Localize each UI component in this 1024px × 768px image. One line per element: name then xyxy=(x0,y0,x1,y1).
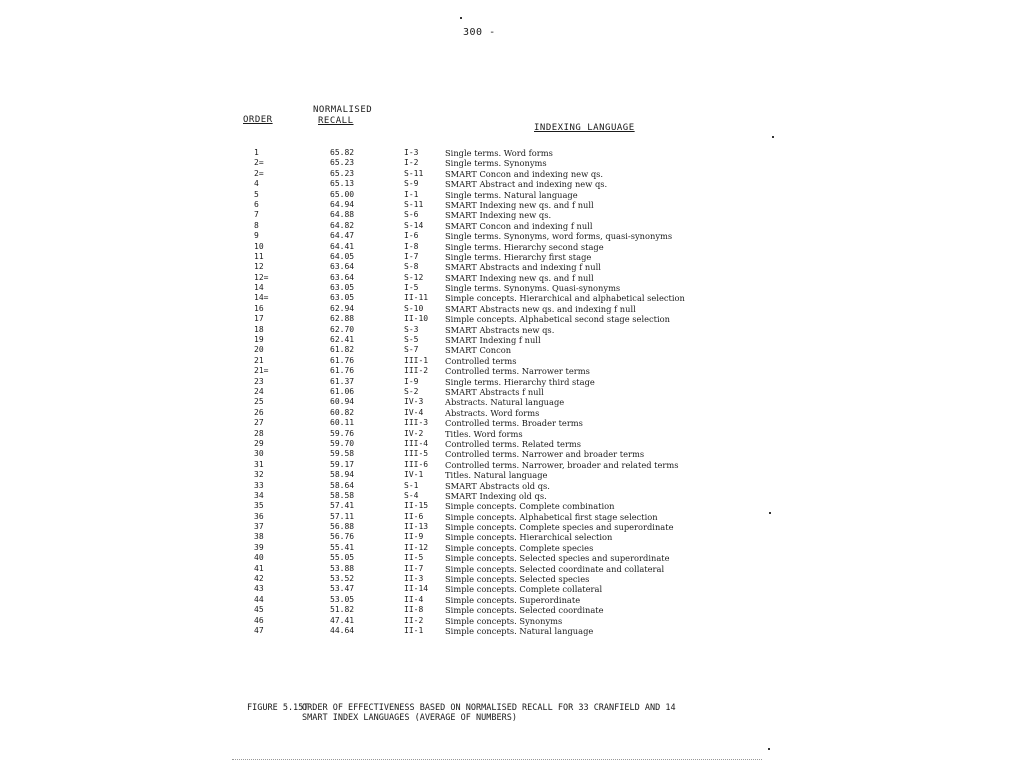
table-row xyxy=(244,418,744,428)
language-code-cell: S-11 xyxy=(404,168,424,178)
language-description-cell: Single terms. Word forms xyxy=(445,148,553,158)
language-description-cell: SMART Abstracts new qs. and indexing f null xyxy=(445,303,636,314)
order-cell: 14= xyxy=(254,293,269,303)
recall-cell: 64.05 xyxy=(330,251,355,261)
language-description-cell: Simple concepts. Synonyms xyxy=(445,615,563,626)
order-cell: 7 xyxy=(254,210,259,220)
column-header-recall-line2: RECALL xyxy=(318,116,354,126)
language-code-cell: III-2 xyxy=(404,366,429,376)
language-description-cell: SMART Abstracts and indexing f null xyxy=(445,262,601,273)
language-description-cell: Simple concepts. Hierarchical and alphabetical selection xyxy=(445,293,685,304)
language-code-cell: IV-4 xyxy=(404,407,424,417)
results-table xyxy=(244,148,744,636)
recall-cell: 53.88 xyxy=(330,563,355,573)
table-row xyxy=(244,481,744,491)
recall-cell: 63.05 xyxy=(330,293,355,303)
recall-cell: 58.94 xyxy=(330,470,355,480)
order-cell: 43 xyxy=(254,584,264,594)
table-row xyxy=(244,460,744,470)
scan-speck xyxy=(769,512,771,514)
language-description-cell: SMART Indexing new qs. and f null xyxy=(445,272,594,283)
language-code-cell: S-7 xyxy=(404,345,419,355)
table-row xyxy=(244,169,744,179)
table-row xyxy=(244,231,744,241)
recall-cell: 59.58 xyxy=(330,449,355,459)
order-cell: 29 xyxy=(254,438,264,448)
order-cell: 4 xyxy=(254,179,259,189)
order-cell: 24 xyxy=(254,386,264,396)
figure-caption-text: ORDER OF EFFECTIVENESS BASED ON NORMALISED RECALL FOR 33 CRANFIELD AND 14 SMART INDEX LANGUAGES (AVERAGE OF NUMBERS) xyxy=(302,703,676,723)
table-row xyxy=(244,595,744,605)
table-row xyxy=(244,439,744,449)
recall-cell: 65.00 xyxy=(330,189,355,199)
table-row xyxy=(244,522,744,532)
column-header-order: ORDER xyxy=(243,115,273,125)
order-cell: 21 xyxy=(254,355,264,365)
scan-speck xyxy=(460,17,462,19)
recall-cell: 59.17 xyxy=(330,459,355,469)
order-cell: 21= xyxy=(254,366,269,376)
table-row xyxy=(244,429,744,439)
recall-cell: 51.82 xyxy=(330,605,355,615)
recall-cell: 64.82 xyxy=(330,220,355,230)
table-row xyxy=(244,584,744,594)
table-row xyxy=(244,221,744,231)
table-row xyxy=(244,242,744,252)
order-cell: 32 xyxy=(254,470,264,480)
table-row xyxy=(244,532,744,542)
table-row xyxy=(244,179,744,189)
language-code-cell: S-12 xyxy=(404,272,424,282)
order-cell: 11 xyxy=(254,251,264,261)
language-description-cell: Single terms. Natural language xyxy=(445,189,578,200)
language-description-cell: Simple concepts. Hierarchical selection xyxy=(445,532,613,543)
language-description-cell: SMART Abstract and indexing new qs. xyxy=(445,179,608,190)
column-header-recall-line1: NORMALISED xyxy=(313,105,373,115)
table-row xyxy=(244,366,744,376)
table-row xyxy=(244,564,744,574)
table-row xyxy=(244,345,744,355)
table-row xyxy=(244,449,744,459)
table-row xyxy=(244,210,744,220)
recall-cell: 62.70 xyxy=(330,324,355,334)
language-description-cell: SMART Concon xyxy=(445,345,512,356)
order-cell: 6 xyxy=(254,199,259,209)
order-cell: 14 xyxy=(254,283,264,293)
language-code-cell: S-2 xyxy=(404,386,419,396)
recall-cell: 61.82 xyxy=(330,345,355,355)
recall-cell: 62.41 xyxy=(330,335,355,345)
table-row xyxy=(244,190,744,200)
recall-cell: 64.41 xyxy=(330,241,355,251)
language-description-cell: Titles. Word forms xyxy=(445,428,523,439)
language-code-cell: III-6 xyxy=(404,459,429,469)
order-cell: 36 xyxy=(254,511,264,521)
language-description-cell: Simple concepts. Alphabetical second stage selection xyxy=(445,314,670,325)
recall-cell: 64.88 xyxy=(330,210,355,220)
table-row xyxy=(244,616,744,626)
language-code-cell: S-10 xyxy=(404,303,424,313)
language-code-cell: II-3 xyxy=(404,574,424,584)
language-description-cell: Simple concepts. Alphabetical first stage selection xyxy=(445,511,658,522)
language-description-cell: Simple concepts. Complete species xyxy=(445,542,594,553)
language-description-cell: Single terms. Synonyms xyxy=(445,158,547,169)
language-description-cell: SMART Indexing new qs. xyxy=(445,210,552,221)
table-row xyxy=(244,553,744,563)
recall-cell: 62.94 xyxy=(330,303,355,313)
order-cell: 16 xyxy=(254,303,264,313)
language-description-cell: SMART Abstracts new qs. xyxy=(445,324,555,335)
order-cell: 31 xyxy=(254,459,264,469)
order-cell: 2= xyxy=(254,168,264,178)
recall-cell: 59.70 xyxy=(330,438,355,448)
recall-cell: 62.88 xyxy=(330,314,355,324)
language-description-cell: Simple concepts. Selected coordinate xyxy=(445,605,604,616)
recall-cell: 53.05 xyxy=(330,594,355,604)
recall-cell: 58.58 xyxy=(330,490,355,500)
language-code-cell: II-7 xyxy=(404,563,424,573)
table-row xyxy=(244,262,744,272)
language-description-cell: Controlled terms. Narrower, broader and related terms xyxy=(445,459,679,470)
language-code-cell: II-1 xyxy=(404,625,424,635)
language-code-cell: S-5 xyxy=(404,335,419,345)
recall-cell: 58.64 xyxy=(330,480,355,490)
language-description-cell: Single terms. Hierarchy second stage xyxy=(445,241,604,252)
language-description-cell: Single terms. Synonyms, word forms, quasi-synonyms xyxy=(445,231,673,242)
page-number: 300 - xyxy=(463,27,496,38)
table-row xyxy=(244,158,744,168)
language-description-cell: SMART Abstracts old qs. xyxy=(445,480,550,491)
language-description-cell: Controlled terms. Broader terms xyxy=(445,418,583,429)
language-code-cell: III-4 xyxy=(404,438,429,448)
language-code-cell: I-5 xyxy=(404,283,419,293)
recall-cell: 44.64 xyxy=(330,625,355,635)
language-code-cell: II-10 xyxy=(404,314,429,324)
recall-cell: 47.41 xyxy=(330,615,355,625)
language-code-cell: I-1 xyxy=(404,189,419,199)
language-code-cell: I-9 xyxy=(404,376,419,386)
order-cell: 25 xyxy=(254,397,264,407)
order-cell: 1 xyxy=(254,148,259,157)
order-cell: 40 xyxy=(254,553,264,563)
table-row xyxy=(244,283,744,293)
language-code-cell: S-9 xyxy=(404,179,419,189)
order-cell: 5 xyxy=(254,189,259,199)
recall-cell: 61.76 xyxy=(330,355,355,365)
recall-cell: 65.23 xyxy=(330,168,355,178)
language-code-cell: III-1 xyxy=(404,355,429,365)
order-cell: 10 xyxy=(254,241,264,251)
language-description-cell: Simple concepts. Complete combination xyxy=(445,501,615,512)
table-row xyxy=(244,148,744,158)
table-row xyxy=(244,397,744,407)
language-description-cell: Single terms. Hierarchy third stage xyxy=(445,376,595,387)
language-code-cell: III-5 xyxy=(404,449,429,459)
language-code-cell: I-7 xyxy=(404,251,419,261)
recall-cell: 60.94 xyxy=(330,397,355,407)
language-description-cell: Abstracts. Natural language xyxy=(445,397,565,408)
recall-cell: 63.05 xyxy=(330,283,355,293)
recall-cell: 63.64 xyxy=(330,262,355,272)
language-code-cell: S-11 xyxy=(404,199,424,209)
table-row xyxy=(244,314,744,324)
table-row xyxy=(244,273,744,283)
table-row xyxy=(244,491,744,501)
recall-cell: 63.64 xyxy=(330,272,355,282)
recall-cell: 59.76 xyxy=(330,428,355,438)
table-row xyxy=(244,325,744,335)
figure-label: FIGURE 5.15T xyxy=(247,703,309,713)
recall-cell: 60.82 xyxy=(330,407,355,417)
language-code-cell: II-13 xyxy=(404,522,429,532)
table-row xyxy=(244,605,744,615)
recall-cell: 61.76 xyxy=(330,366,355,376)
table-row xyxy=(244,252,744,262)
language-code-cell: I-6 xyxy=(404,231,419,241)
language-description-cell: Simple concepts. Selected species xyxy=(445,574,590,585)
order-cell: 35 xyxy=(254,501,264,511)
recall-cell: 55.05 xyxy=(330,553,355,563)
order-cell: 30 xyxy=(254,449,264,459)
order-cell: 38 xyxy=(254,532,264,542)
scan-speck xyxy=(772,136,774,138)
recall-cell: 65.13 xyxy=(330,179,355,189)
language-code-cell: II-6 xyxy=(404,511,424,521)
order-cell: 42 xyxy=(254,574,264,584)
language-code-cell: II-14 xyxy=(404,584,429,594)
recall-cell: 61.37 xyxy=(330,376,355,386)
recall-cell: 65.23 xyxy=(330,158,355,168)
language-code-cell: IV-3 xyxy=(404,397,424,407)
recall-cell: 57.41 xyxy=(330,501,355,511)
order-cell: 9 xyxy=(254,231,259,241)
language-code-cell: I-8 xyxy=(404,241,419,251)
order-cell: 47 xyxy=(254,625,264,635)
recall-cell: 65.82 xyxy=(330,148,355,157)
order-cell: 12 xyxy=(254,262,264,272)
recall-cell: 53.47 xyxy=(330,584,355,594)
order-cell: 44 xyxy=(254,594,264,604)
table-row xyxy=(244,377,744,387)
language-code-cell: II-8 xyxy=(404,605,424,615)
table-row xyxy=(244,387,744,397)
language-description-cell: Controlled terms xyxy=(445,355,517,366)
order-cell: 37 xyxy=(254,522,264,532)
order-cell: 34 xyxy=(254,490,264,500)
language-code-cell: S-6 xyxy=(404,210,419,220)
order-cell: 39 xyxy=(254,542,264,552)
recall-cell: 55.41 xyxy=(330,542,355,552)
language-code-cell: IV-2 xyxy=(404,428,424,438)
table-row xyxy=(244,543,744,553)
language-code-cell: S-3 xyxy=(404,324,419,334)
language-description-cell: Simple concepts. Superordinate xyxy=(445,594,581,605)
language-description-cell: Simple concepts. Selected coordinate and collateral xyxy=(445,563,665,574)
order-cell: 45 xyxy=(254,605,264,615)
language-description-cell: Single terms. Hierarchy first stage xyxy=(445,251,592,262)
recall-cell: 57.11 xyxy=(330,511,355,521)
table-row xyxy=(244,470,744,480)
order-cell: 8 xyxy=(254,220,259,230)
order-cell: 41 xyxy=(254,563,264,573)
order-cell: 33 xyxy=(254,480,264,490)
language-code-cell: II-5 xyxy=(404,553,424,563)
order-cell: 12= xyxy=(254,272,269,282)
order-cell: 46 xyxy=(254,615,264,625)
recall-cell: 64.47 xyxy=(330,231,355,241)
table-row xyxy=(244,293,744,303)
table-row xyxy=(244,574,744,584)
recall-cell: 53.52 xyxy=(330,574,355,584)
language-code-cell: I-2 xyxy=(404,158,419,168)
language-description-cell: SMART Indexing f null xyxy=(445,335,541,346)
language-code-cell: S-8 xyxy=(404,262,419,272)
order-cell: 19 xyxy=(254,335,264,345)
language-description-cell: SMART Abstracts f null xyxy=(445,386,544,397)
language-description-cell: Single terms. Synonyms. Quasi-synonyms xyxy=(445,283,621,294)
language-code-cell: II-9 xyxy=(404,532,424,542)
recall-cell: 64.94 xyxy=(330,199,355,209)
order-cell: 28 xyxy=(254,428,264,438)
order-cell: 26 xyxy=(254,407,264,417)
language-description-cell: Controlled terms. Narrower and broader terms xyxy=(445,449,645,460)
language-code-cell: II-4 xyxy=(404,594,424,604)
table-row xyxy=(244,356,744,366)
language-code-cell: III-3 xyxy=(404,418,429,428)
language-code-cell: IV-1 xyxy=(404,470,424,480)
language-description-cell: Controlled terms. Narrower terms xyxy=(445,366,590,377)
order-cell: 17 xyxy=(254,314,264,324)
language-code-cell: S-1 xyxy=(404,480,419,490)
page-bottom-edge xyxy=(232,759,762,761)
table-row xyxy=(244,408,744,418)
language-code-cell: S-14 xyxy=(404,220,424,230)
recall-cell: 61.06 xyxy=(330,386,355,396)
language-description-cell: SMART Concon and indexing f null xyxy=(445,220,593,231)
table-row xyxy=(244,304,744,314)
recall-cell: 56.76 xyxy=(330,532,355,542)
column-header-indexing-language: INDEXING LANGUAGE xyxy=(534,123,635,133)
language-description-cell: Controlled terms. Related terms xyxy=(445,438,582,449)
language-description-cell: Abstracts. Word forms xyxy=(445,407,540,418)
table-row xyxy=(244,335,744,345)
table-row xyxy=(244,200,744,210)
language-description-cell: SMART Concon and indexing new qs. xyxy=(445,168,604,179)
order-cell: 23 xyxy=(254,376,264,386)
scan-speck xyxy=(768,748,770,750)
order-cell: 20 xyxy=(254,345,264,355)
language-description-cell: SMART Indexing new qs. and f null xyxy=(445,199,594,210)
language-description-cell: Simple concepts. Natural language xyxy=(445,625,594,636)
recall-cell: 60.11 xyxy=(330,418,355,428)
language-description-cell: Titles. Natural language xyxy=(445,470,548,481)
table-row xyxy=(244,626,744,636)
language-code-cell: II-11 xyxy=(404,293,429,303)
language-description-cell: Simple concepts. Selected species and superordinate xyxy=(445,553,670,564)
language-code-cell: S-4 xyxy=(404,490,419,500)
order-cell: 18 xyxy=(254,324,264,334)
language-code-cell: I-3 xyxy=(404,148,419,157)
table-row xyxy=(244,501,744,511)
language-code-cell: II-12 xyxy=(404,542,429,552)
order-cell: 2= xyxy=(254,158,264,168)
language-description-cell: Simple concepts. Complete species and superordinate xyxy=(445,522,674,533)
language-code-cell: II-2 xyxy=(404,615,424,625)
order-cell: 27 xyxy=(254,418,264,428)
language-code-cell: II-15 xyxy=(404,501,429,511)
recall-cell: 56.88 xyxy=(330,522,355,532)
language-description-cell: Simple concepts. Complete collateral xyxy=(445,584,603,595)
language-description-cell: SMART Indexing old qs. xyxy=(445,490,547,501)
table-row xyxy=(244,512,744,522)
